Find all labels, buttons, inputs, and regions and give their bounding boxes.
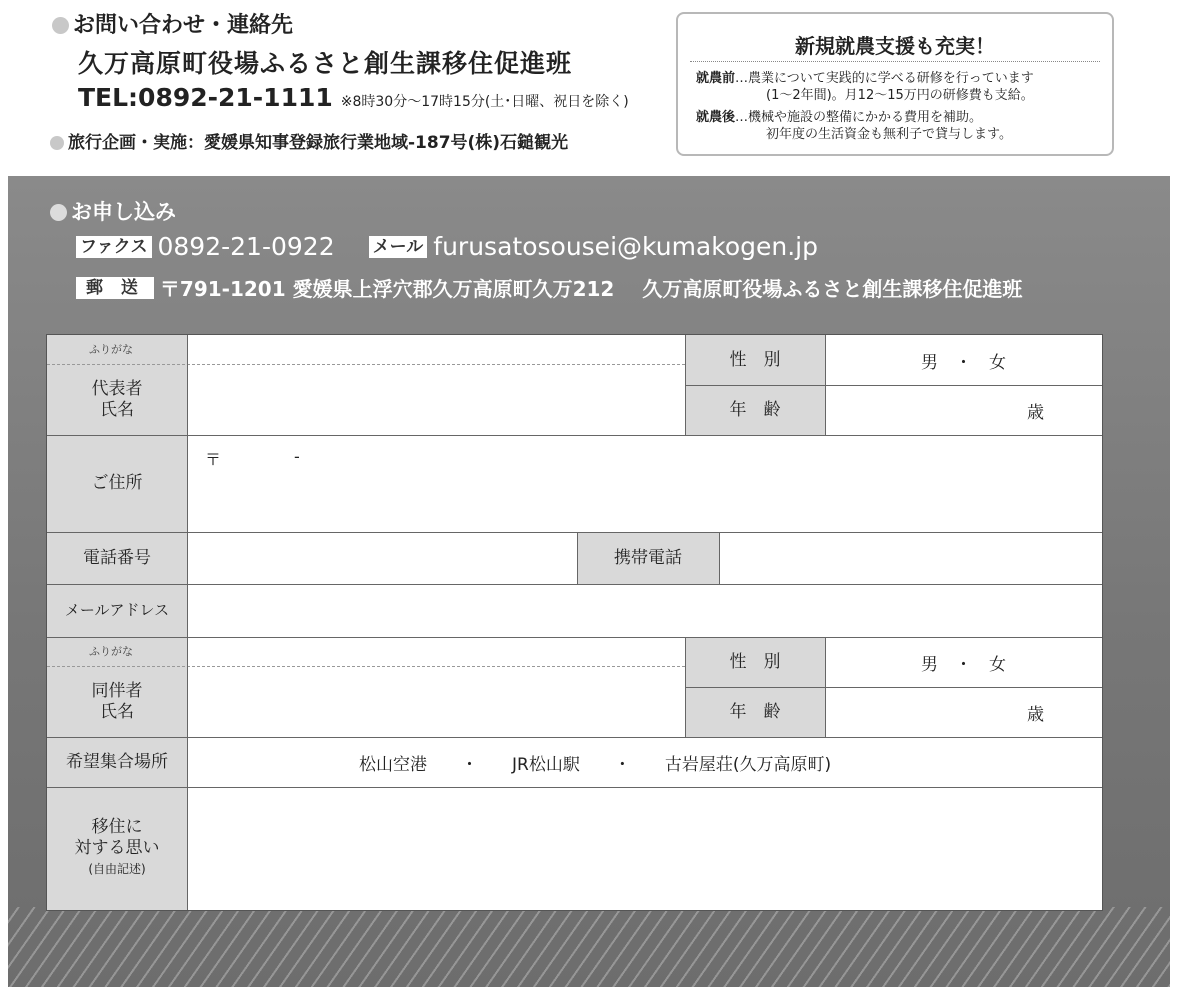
bullet-icon bbox=[50, 204, 67, 221]
meeting-options[interactable]: 松山空港 ・ JR松山駅 ・ 古岩屋荘(久万高原町) bbox=[359, 754, 832, 775]
companion-age-field[interactable]: 歳 bbox=[1027, 704, 1044, 725]
companion-name-field[interactable] bbox=[187, 666, 685, 737]
contact-office: 久万高原町役場ふるさと創生課移住促進班 bbox=[78, 49, 573, 78]
col-line bbox=[187, 335, 188, 910]
row-line bbox=[47, 637, 1102, 638]
row-line bbox=[47, 584, 1102, 585]
phone-label: 電話番号 bbox=[47, 532, 187, 584]
rep-age-field[interactable]: 歳 bbox=[1027, 402, 1044, 423]
contact-tel bbox=[78, 83, 629, 112]
address-label: ご住所 bbox=[47, 435, 187, 532]
row-line bbox=[685, 385, 1102, 386]
rep-gender-options[interactable]: 男 ・ 女 bbox=[921, 352, 1006, 373]
furigana-label-2: ふりがな bbox=[47, 637, 187, 666]
row-line bbox=[47, 435, 1102, 436]
mail-tag: メール bbox=[369, 236, 428, 258]
furigana-dash-line-2 bbox=[47, 666, 685, 667]
fax-tag: ファクス bbox=[76, 236, 152, 258]
email-label: メールアドレス bbox=[47, 584, 187, 637]
companion-name-label: 同伴者 氏名 bbox=[47, 666, 187, 737]
email-field[interactable] bbox=[187, 584, 1102, 637]
gender-label-2: 性 別 bbox=[685, 637, 825, 687]
application-panel bbox=[8, 176, 1170, 987]
stripe-decoration bbox=[8, 907, 1170, 987]
furigana-dash-line bbox=[47, 364, 685, 365]
row-line bbox=[685, 687, 1102, 688]
postal-dash: - bbox=[294, 447, 300, 466]
post-line bbox=[76, 273, 1022, 302]
office-hours: ※8時30分～17時15分(土･日曜、祝日を除く) bbox=[340, 94, 629, 110]
address-field[interactable] bbox=[187, 435, 1102, 532]
companion-gender-options[interactable]: 男 ・ 女 bbox=[921, 654, 1006, 675]
support-after: 就農後…機械や施設の整備にかかる費用を補助。 初年度の生活資金も無利子で貸与します。 bbox=[696, 110, 1012, 142]
age-label: 年 齢 bbox=[685, 385, 825, 435]
application-form bbox=[46, 334, 1103, 911]
phone-field[interactable] bbox=[187, 532, 577, 584]
rep-name-label: 代表者 氏名 bbox=[47, 364, 187, 435]
tel-number[interactable]: TEL:0892-21-1111 bbox=[78, 83, 333, 112]
gender-label: 性 別 bbox=[685, 335, 825, 385]
col-line bbox=[719, 532, 720, 584]
row-line bbox=[47, 787, 1102, 788]
travel-agency: 旅行企画・実施：愛媛県知事登録旅行業地域-187号(株)石鎚観光 bbox=[50, 128, 568, 153]
apply-heading: お申し込み bbox=[50, 196, 176, 226]
bullet-icon bbox=[50, 136, 64, 150]
rep-name-field[interactable] bbox=[187, 364, 685, 435]
companion-furigana-field[interactable] bbox=[187, 637, 685, 666]
col-line bbox=[685, 335, 686, 435]
row-line bbox=[47, 532, 1102, 533]
mobile-label: 携帯電話 bbox=[577, 532, 719, 584]
meeting-label: 希望集合場所 bbox=[47, 737, 187, 787]
col-line bbox=[825, 637, 826, 737]
support-before: 就農前…農業について実践的に学べる研修を行っています (1～2年間)。月12～15万円の研修費も支給。 bbox=[696, 71, 1034, 103]
farming-support-box bbox=[676, 12, 1114, 156]
row-line bbox=[47, 737, 1102, 738]
thoughts-label: 移住に 対する思い (自由記述) bbox=[47, 787, 187, 910]
mobile-field[interactable] bbox=[719, 532, 1102, 584]
furigana-label: ふりがな bbox=[47, 335, 187, 364]
bullet-icon bbox=[52, 17, 69, 34]
contact-heading: お問い合わせ・連絡先 bbox=[52, 8, 293, 39]
post-address: 〒791-1201 愛媛県上浮穴郡久万高原町久万212 bbox=[159, 277, 615, 301]
rep-furigana-field[interactable] bbox=[187, 335, 685, 364]
col-line bbox=[577, 532, 578, 584]
col-line bbox=[825, 335, 826, 435]
thoughts-field[interactable] bbox=[187, 787, 1102, 910]
col-line bbox=[685, 637, 686, 737]
mail-address[interactable]: furusatosousei@kumakogen.jp bbox=[433, 232, 818, 261]
support-title: 新規就農支援も充実！ bbox=[795, 34, 995, 58]
postal-mark: 〒 bbox=[205, 450, 222, 469]
fax-number[interactable]: 0892-21-0922 bbox=[157, 232, 335, 261]
post-tag: 郵 送 bbox=[76, 277, 154, 299]
age-label-2: 年 齢 bbox=[685, 687, 825, 737]
fax-mail-line bbox=[76, 232, 818, 261]
support-divider bbox=[690, 61, 1100, 62]
post-office: 久万高原町役場ふるさと創生課移住促進班 bbox=[642, 277, 1023, 301]
